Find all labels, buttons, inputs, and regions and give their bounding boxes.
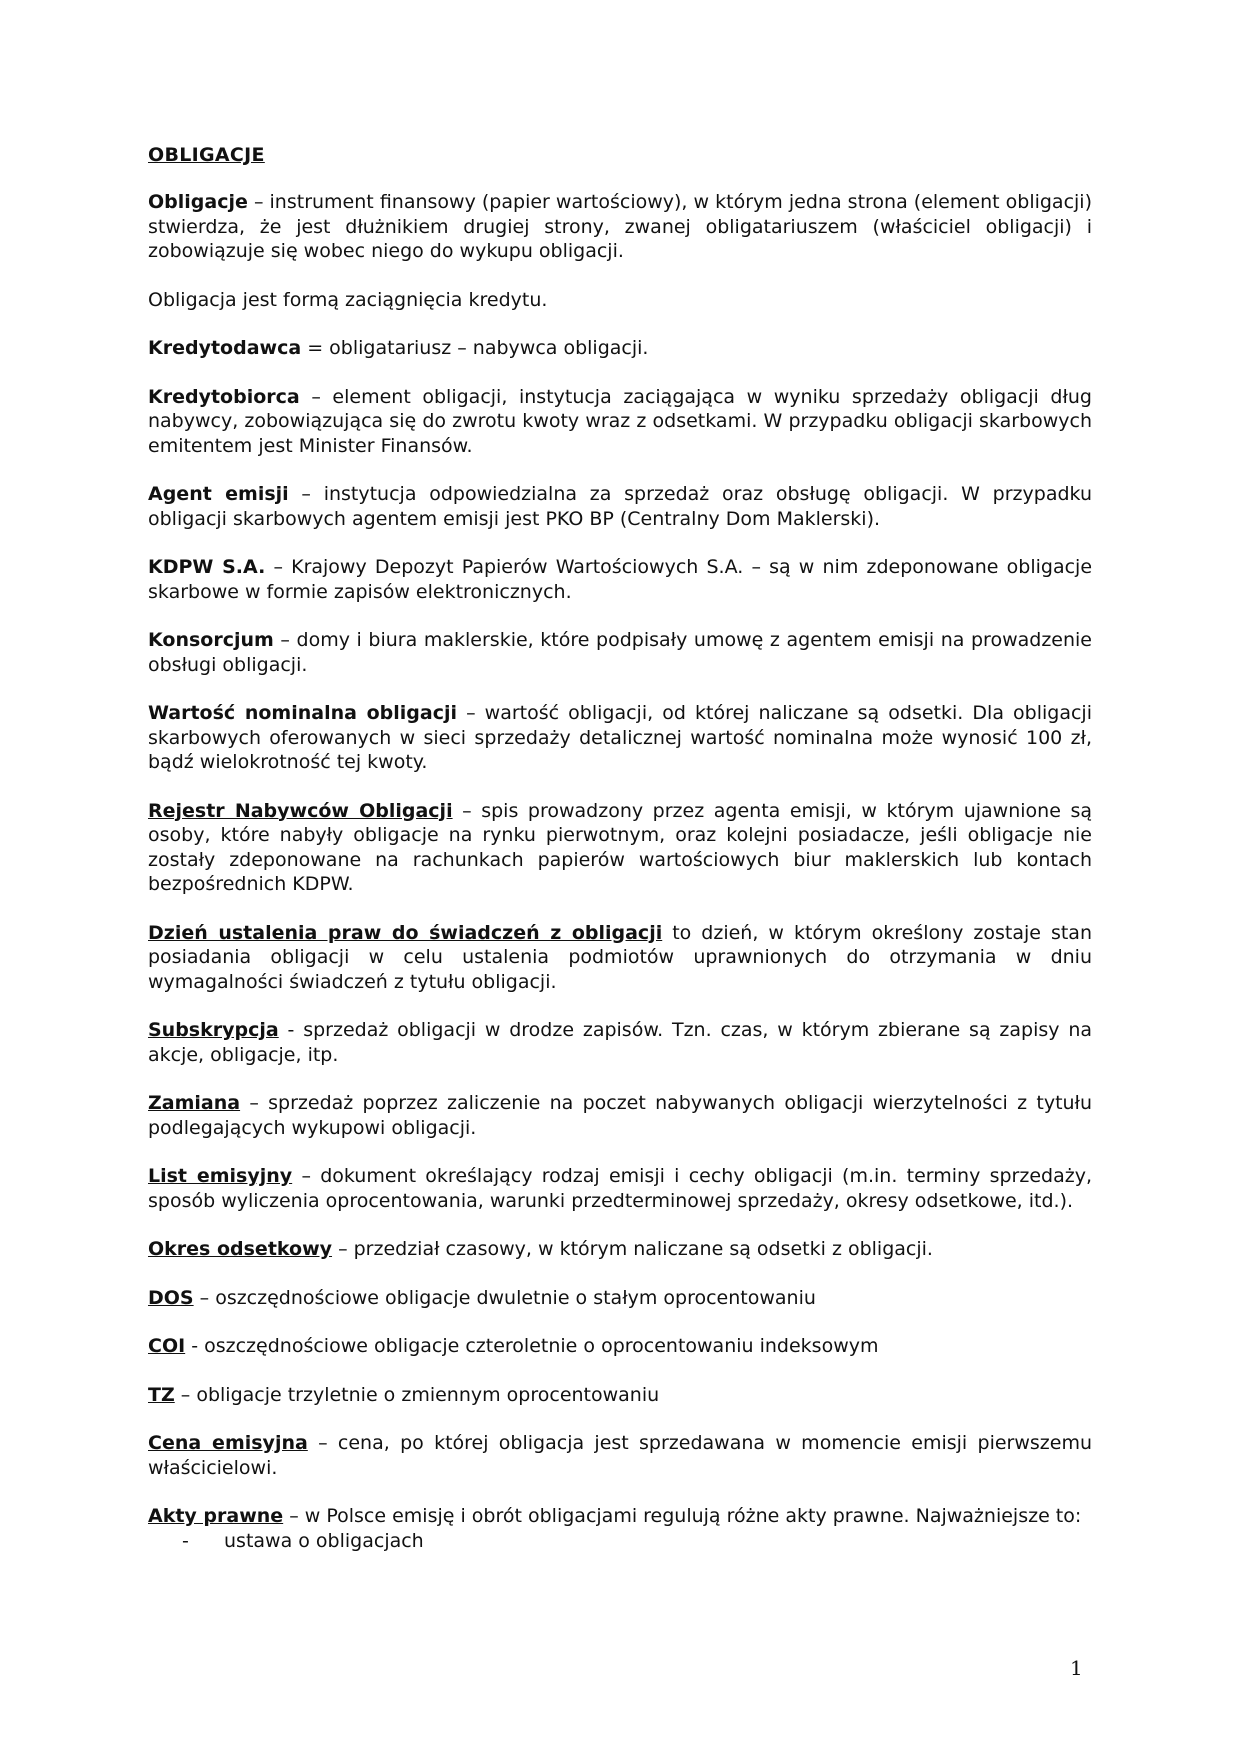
definition-text: – dokument określający rodzaj emisji i cechy obligacji (m.in. terminy sprzedaży, sposób wyliczenia oprocentowania, warunki przedterminowej sprzedaży, okresy odsetkowe, itd.). (148, 1165, 1092, 1212)
definition-konsorcjum (148, 628, 1092, 677)
list-item-text: ustawa o obligacjach (224, 1529, 424, 1552)
statement-obligacja (148, 288, 1092, 313)
definition-cena-emisyjna (148, 1431, 1092, 1480)
definition-text: Obligacja jest formą zaciągnięcia kredytu. (148, 288, 548, 311)
definition-zamiana (148, 1091, 1092, 1140)
term: Konsorcjum (148, 629, 274, 651)
definition-wartosc-nominalna (148, 701, 1092, 775)
list-dash: - (182, 1529, 189, 1552)
definition-text: – instrument finansowy (papier wartościowy), w którym jedna strona (element obligacji) stwierdza, że jest dłużnikiem drugiej strony, zwanej obligatariuszem (właściciel obligacji) i zobowiązuje się wobec niego do wykupu obligacji. (148, 191, 1092, 262)
definition-agent-emisji (148, 482, 1092, 531)
definition-text: – Krajowy Depozyt Papierów Wartościowych S.A. – są w nim zdeponowane obligacje skarbowe w formie zapisów elektronicznych. (148, 556, 1093, 603)
definition-text: – domy i biura maklerskie, które podpisały umowę z agentem emisji na prowadzenie obsługi obligacji. (148, 629, 1092, 676)
term: Kredytobiorca (148, 385, 300, 408)
term: KDPW S.A. (148, 556, 266, 578)
definition-text: - oszczędnościowe obligacje czteroletnie o oprocentowaniu indeksowym (185, 1335, 879, 1357)
definition-kredytobiorca (148, 385, 1092, 459)
definition-dos (148, 1286, 1092, 1311)
definition-text: = obligatariusz – nabywca obligacji. (301, 337, 649, 359)
definition-text: – przedział czasowy, w którym naliczane są odsetki z obligacji. (332, 1238, 933, 1260)
term: Subskrypcja (148, 1019, 279, 1041)
definition-text: – oszczędnościowe obligacje dwuletnie o stałym oprocentowaniu (193, 1286, 816, 1309)
definition-text: – wartość obligacji, od której naliczane są odsetki. Dla obligacji skarbowych oferowanych w sieci sprzedaży detalicznej wartość nominalna może wynosić 100 zł, bądź wielokrotność tej kwoty. (148, 702, 1092, 773)
list-item (148, 1529, 1092, 1554)
definition-kredytodawca (148, 336, 1092, 361)
definition-text: – obligacje trzyletnie o zmiennym oprocentowaniu (174, 1383, 660, 1406)
definition-text: – w Polsce emisję i obrót obligacjami regulują różne akty prawne. Najważniejsze to: (283, 1505, 1082, 1527)
term: Cena emisyjna (148, 1432, 308, 1454)
definition-text: to dzień, w którym określony zostaje stan posiadania obligacji w celu ustalenia podmiotów uprawnionych do otrzymania w dniu wymagalności świadczeń z tytułu obligacji. (148, 921, 1092, 993)
term: Agent emisji (148, 483, 289, 505)
definition-text: – spis prowadzony przez agenta emisji, w którym ujawnione są osoby, które nabyły obligacje na rynku pierwotnym, oraz kolejni posiadacze, jeśli obligacje nie zostały zdeponowane na rachunkach papierów wartościowych biur maklerskich lub kontach bezpośrednich KDPW. (148, 799, 1092, 895)
term: Rejestr Nabywców Obligacji (148, 799, 453, 822)
term: Wartość nominalna obligacji (148, 702, 457, 724)
definition-rejestr-nabywcow (148, 799, 1092, 897)
page-title: OBLIGACJE (148, 144, 265, 166)
definition-text: – instytucja odpowiedzialna za sprzedaż oraz obsługę obligacji. W przypadku obligacji skarbowych agentem emisji jest PKO BP (Centralny Dom Maklerski). (148, 483, 1092, 530)
definition-list-emisyjny (148, 1164, 1092, 1213)
definition-coi (148, 1334, 1092, 1359)
term: Zamiana (148, 1092, 241, 1114)
definition-dzien-ustalenia (148, 921, 1092, 995)
term: Akty prawne (148, 1505, 284, 1527)
definition-obligacje (148, 190, 1092, 264)
term: DOS (148, 1286, 194, 1309)
term: Dzień ustalenia praw do świadczeń z obligacji (148, 921, 663, 944)
legal-acts-list (148, 1529, 1092, 1554)
definition-subskrypcja (148, 1018, 1092, 1067)
definition-text: – cena, po której obligacja jest sprzedawana w momencie emisji pierwszemu właścicielowi. (148, 1432, 1092, 1479)
definition-okres-odsetkowy (148, 1237, 1092, 1262)
definition-text: – element obligacji, instytucja zaciągająca w wyniku sprzedaży obligacji dług nabywcy, zobowiązująca się do zwrotu kwoty wraz z odsetkami. W przypadku obligacji skarbowych emitentem jest Minister Finansów. (148, 385, 1092, 457)
term: List emisyjny (148, 1165, 293, 1187)
definition-text: - sprzedaż obligacji w drodze zapisów. Tzn. czas, w którym zbierane są zapisy na akcje, obligacje, itp. (148, 1019, 1092, 1066)
definition-akty-prawne (148, 1504, 1092, 1529)
definition-kdpw (148, 555, 1092, 604)
definition-tz (148, 1383, 1092, 1408)
term: Okres odsetkowy (148, 1238, 333, 1260)
term: Obligacje (148, 191, 248, 213)
page-number: 1 (1070, 1656, 1083, 1680)
definition-text: – sprzedaż poprzez zaliczenie na poczet nabywanych obligacji wierzytelności z tytułu podlegających wykupowi obligacji. (148, 1092, 1092, 1139)
term: Kredytodawca (148, 337, 302, 359)
document-page (148, 144, 1092, 1553)
term: COI (148, 1335, 186, 1357)
term: TZ (148, 1383, 175, 1406)
